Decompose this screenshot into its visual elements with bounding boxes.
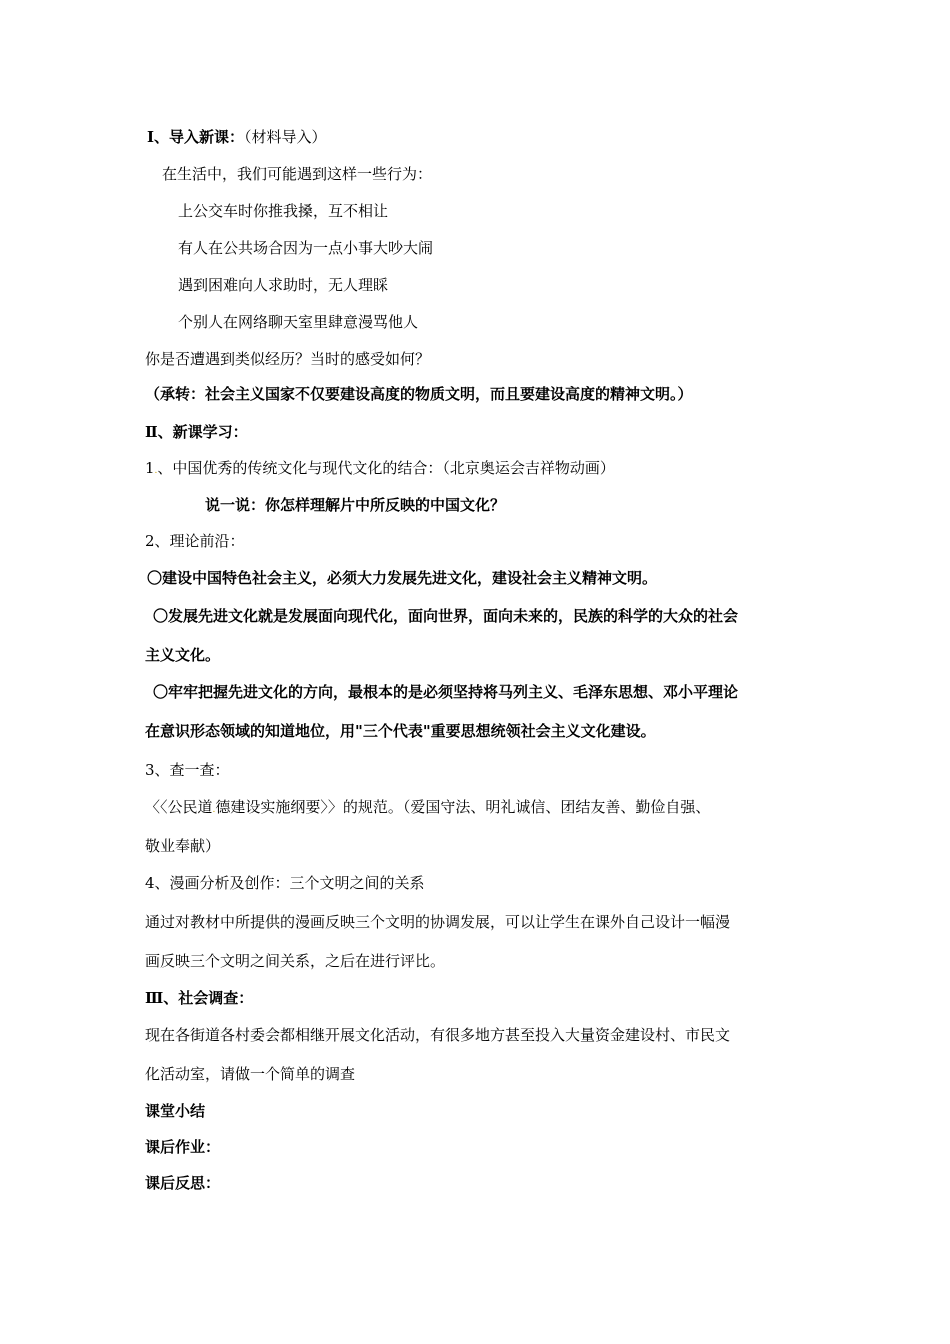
item3: 3、查一查： bbox=[145, 761, 230, 779]
marker-dot: . bbox=[212, 805, 216, 815]
item1-text: 、中国优秀的传统文化与现代文化的结合：（北京奥运会吉祥物动画） bbox=[157, 459, 615, 477]
section1-title-note: （材料导入） bbox=[244, 128, 327, 146]
section1-title: Ⅰ、导入新课： bbox=[147, 128, 245, 146]
summary-heading: 课堂小结 bbox=[145, 1102, 206, 1120]
section1-transition: （承转：社会主义国家不仅要建设高度的物质文明，而且要建设高度的精神文明。） bbox=[145, 385, 693, 403]
theory-3b: 在意识形态领域的知道地位，用"三个代表"重要思想统领社会主义文化建设。 bbox=[145, 722, 656, 740]
item3-line-b: 敬业奉献） bbox=[145, 837, 221, 855]
theory-1: 〇建设中国特色社会主义，必须大力发展先进文化，建设社会主义精神文明。 bbox=[147, 569, 658, 587]
behavior-1: 上公交车时你推我搡，互不相让 bbox=[178, 202, 389, 220]
item4: 4、漫画分析及创作：三个文明之间的关系 bbox=[145, 874, 425, 892]
item3-line-a bbox=[145, 796, 710, 821]
item2: 2、理论前沿： bbox=[145, 532, 245, 550]
behavior-4: 个别人在网络聊天室里肆意漫骂他人 bbox=[178, 313, 419, 331]
behavior-2: 有人在公共场合因为一点小事大吵大闹 bbox=[178, 239, 434, 257]
section3-line-a: 现在各街道各村委会都相继开展文化活动，有很多地方甚至投入大量资金建设村、市民文 bbox=[145, 1026, 731, 1044]
section1-question: 你是否遭遇到类似经历？当时的感受如何？ bbox=[145, 350, 431, 368]
item1 bbox=[145, 457, 615, 482]
item1-number: 1 bbox=[145, 459, 155, 477]
item4-line-a: 通过对教材中所提供的漫画反映三个文明的协调发展，可以让学生在课外自己设计一幅漫 bbox=[145, 913, 731, 931]
item3-part2: 德建设实施纲要〉〉的规范。（爱国守法、明礼诚信、团结友善、勤俭自强、 bbox=[215, 798, 711, 816]
section3-line-b: 化活动室，请做一个简单的调查 bbox=[145, 1065, 356, 1083]
theory-3a: 〇牢牢把握先进文化的方向，最根本的是必须坚持将马列主义、毛泽东思想、邓小平理论 bbox=[153, 683, 739, 701]
item3-part1: 〈〈公民道 bbox=[145, 798, 213, 816]
theory-2b: 主义文化。 bbox=[145, 646, 221, 664]
section3-title: Ⅲ、社会调查： bbox=[145, 989, 254, 1007]
behavior-3: 遇到困难向人求助时，无人理睬 bbox=[178, 276, 389, 294]
marker-dot: . bbox=[154, 466, 158, 476]
item4-line-b: 画反映三个文明之间关系，之后在进行评比。 bbox=[145, 952, 446, 970]
theory-2a: 〇发展先进文化就是发展面向现代化，面向世界，面向未来的，民族的科学的大众的社会 bbox=[153, 607, 739, 625]
reflection-heading: 课后反思： bbox=[145, 1174, 221, 1192]
section1-heading bbox=[147, 126, 327, 148]
section2-title: Ⅱ、新课学习： bbox=[145, 423, 248, 441]
section1-intro: 在生活中，我们可能遇到这样一些行为： bbox=[162, 165, 433, 183]
item1-prompt: 说一说：你怎样理解片中所反映的中国文化？ bbox=[205, 496, 506, 514]
homework-heading: 课后作业： bbox=[145, 1138, 221, 1156]
